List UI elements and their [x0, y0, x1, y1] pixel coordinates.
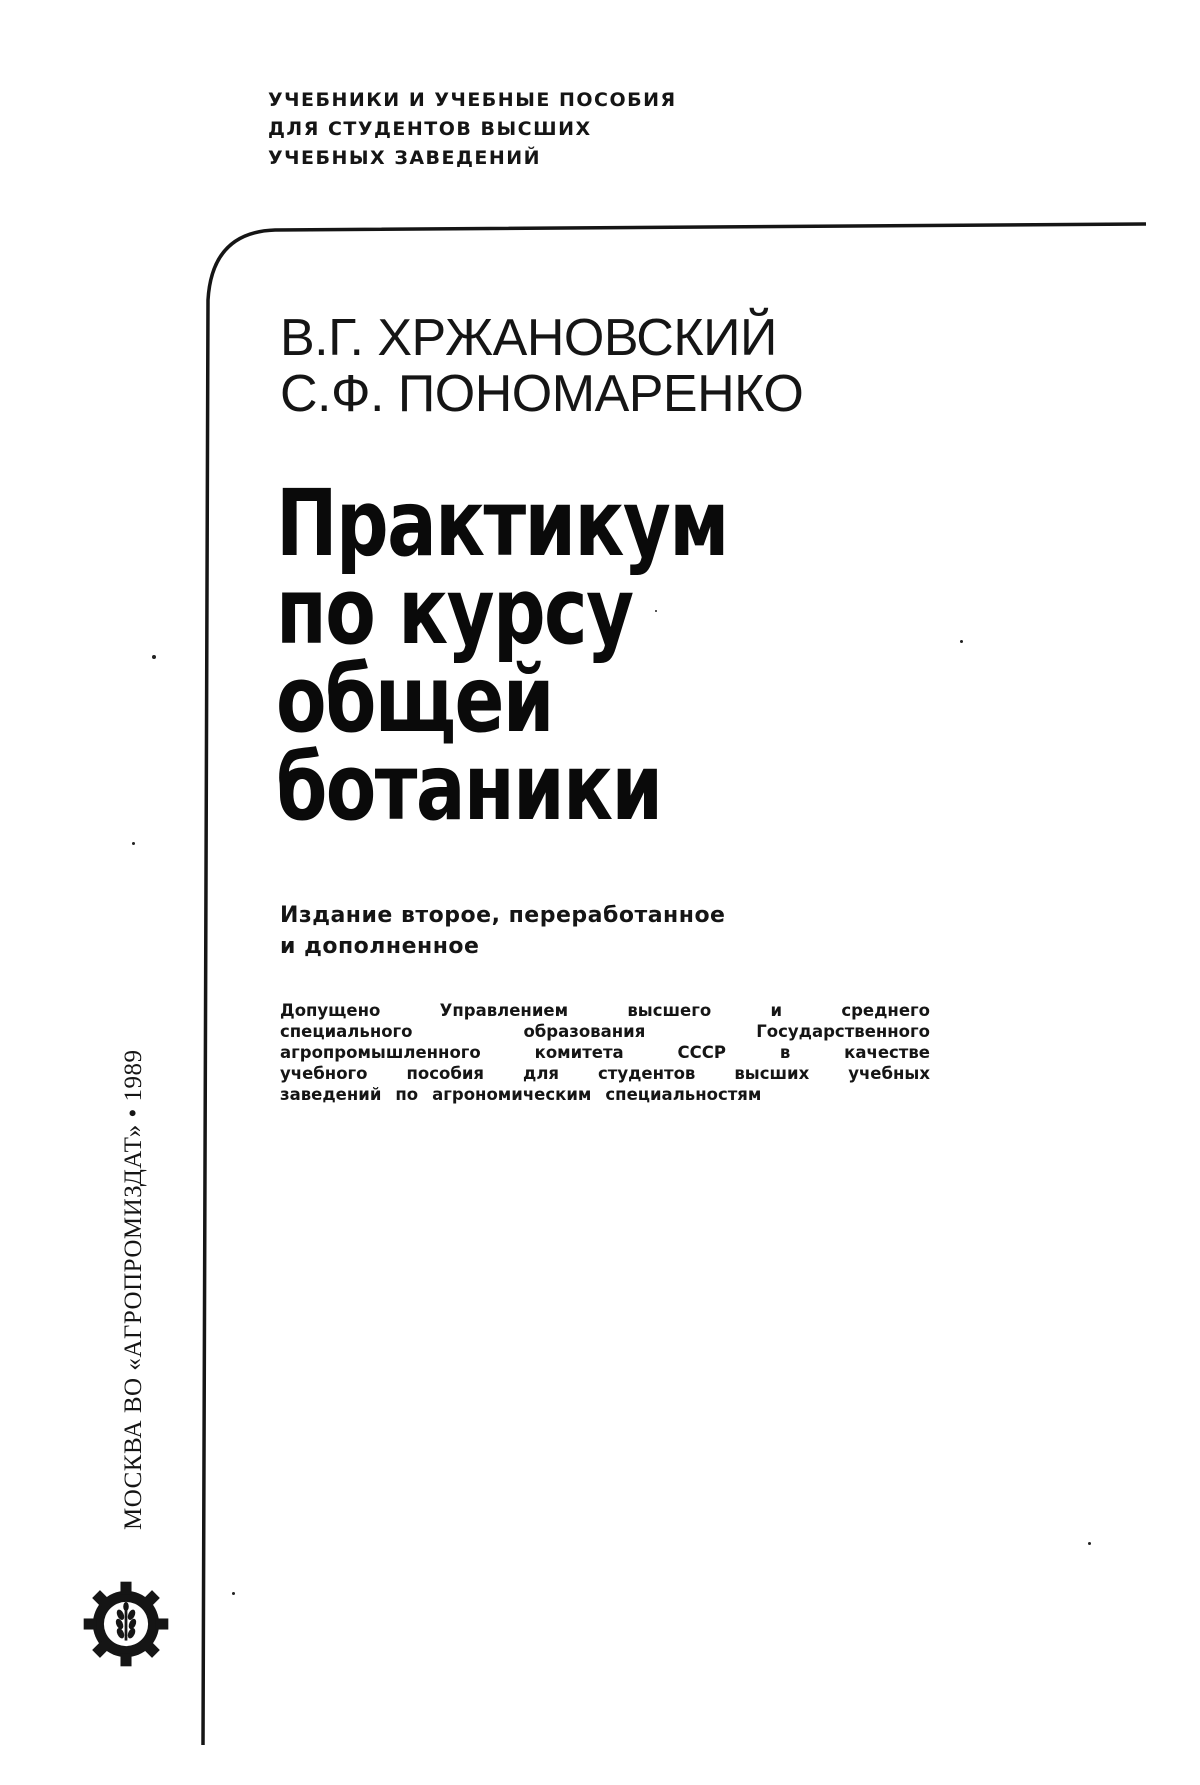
- approval-word: специальностям: [605, 1085, 762, 1104]
- approval-word: пособия: [406, 1064, 485, 1083]
- scan-speck: [1088, 1542, 1091, 1545]
- approval-word: СССР: [677, 1043, 726, 1062]
- approval-word: качестве: [844, 1043, 930, 1062]
- edition-note: [280, 900, 725, 962]
- approval-word: заведений: [280, 1085, 382, 1104]
- title-line: общей: [276, 646, 553, 753]
- approval-line: [280, 1084, 930, 1105]
- approval-word: агрономическим: [432, 1085, 592, 1104]
- series-line: УЧЕБНЫХ ЗАВЕДЕНИЙ: [268, 147, 542, 169]
- scan-speck: [232, 1592, 235, 1595]
- scan-speck: [152, 655, 156, 659]
- approval-line: [280, 1042, 930, 1063]
- scan-speck: [655, 610, 657, 612]
- approval-word: учебных: [848, 1064, 930, 1083]
- approval-word: по: [395, 1085, 419, 1104]
- authors: [280, 310, 803, 422]
- approval-line: [280, 1063, 930, 1084]
- approval-word: в: [779, 1043, 791, 1062]
- edition-line: и дополненное: [280, 934, 480, 959]
- approval-word: для: [523, 1064, 560, 1083]
- approval-word: Допущено: [280, 1001, 381, 1020]
- approval-word: среднего: [841, 1001, 930, 1020]
- series-line: ДЛЯ СТУДЕНТОВ ВЫСШИХ: [268, 118, 592, 140]
- approval-word: и: [770, 1001, 783, 1020]
- title-line: ботаники: [276, 734, 662, 841]
- approval-word: учебного: [280, 1064, 368, 1083]
- author-name: В.Г. ХРЖАНОВСКИЙ: [280, 309, 777, 367]
- edition-line: Издание второе, переработанное: [280, 903, 726, 928]
- approval-word: Государственного: [756, 1022, 930, 1041]
- approval-line: [280, 1021, 930, 1042]
- approval-word: комитета: [534, 1043, 624, 1062]
- approval-word: Управлением: [439, 1001, 569, 1020]
- approval-note: [280, 1000, 930, 1105]
- series-line: УЧЕБНИКИ И УЧЕБНЫЕ ПОСОБИЯ: [268, 89, 677, 111]
- gear-wheat-emblem-icon: [80, 1578, 172, 1670]
- approval-line: [280, 1000, 930, 1021]
- approval-word: высшего: [627, 1001, 712, 1020]
- publisher-imprint: МОСКВА ВО «АГРОПРОМИЗДАТ» • 1989: [120, 1049, 147, 1530]
- title-line: по курсу: [276, 558, 633, 665]
- author-name: С.Ф. ПОНОМАРЕНКО: [280, 365, 804, 423]
- series-header: [268, 86, 677, 173]
- title-line: Практикум: [276, 470, 728, 577]
- book-title: [276, 470, 728, 841]
- scan-speck: [132, 842, 135, 845]
- approval-word: специального: [280, 1022, 413, 1041]
- approval-word: студентов: [598, 1064, 696, 1083]
- approval-word: образования: [523, 1022, 646, 1041]
- approval-word: агропромышленного: [280, 1043, 481, 1062]
- scan-speck: [960, 640, 963, 643]
- approval-word: высших: [734, 1064, 810, 1083]
